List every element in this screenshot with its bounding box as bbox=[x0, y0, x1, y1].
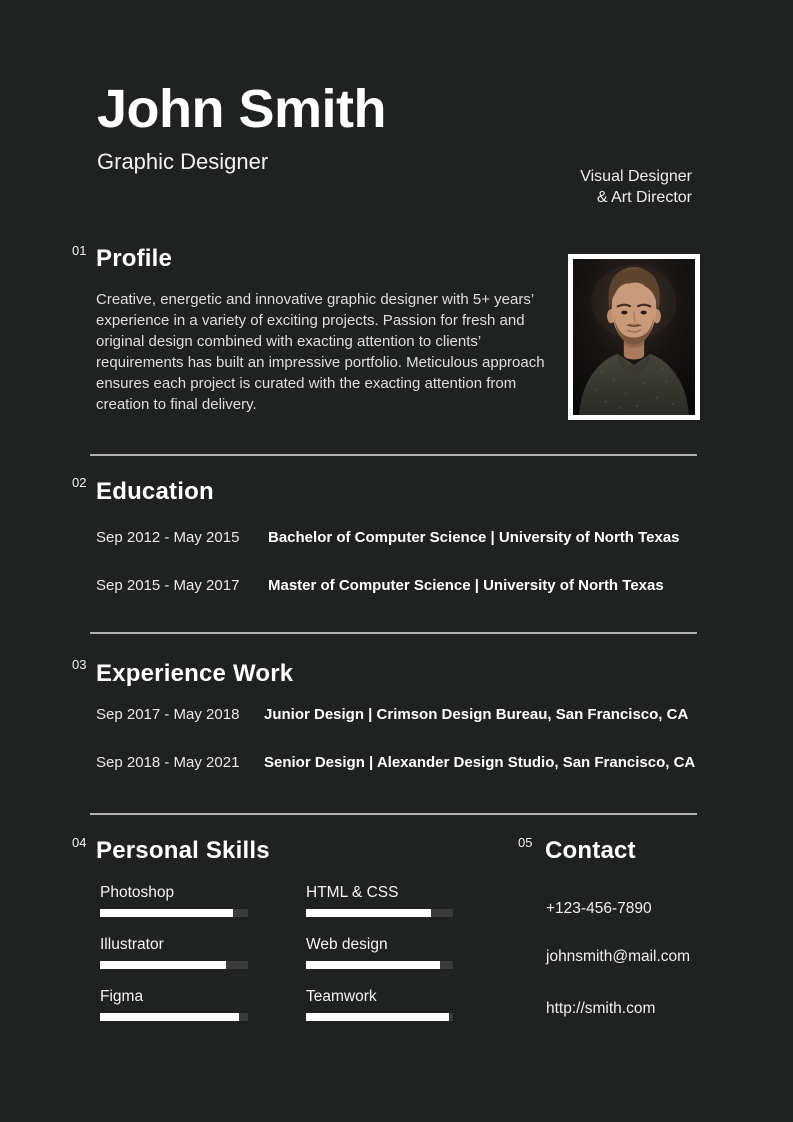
skill-label: Photoshop bbox=[100, 884, 175, 901]
skill-progress-track bbox=[306, 1013, 453, 1021]
experience-description: Senior Design | Alexander Design Studio, San Francisco, CA bbox=[264, 754, 696, 771]
experience-dates: Sep 2017 - May 2018 bbox=[96, 706, 240, 723]
skill-label: Web design bbox=[306, 936, 388, 953]
section-number-skills: 04 bbox=[72, 835, 87, 850]
contact-phone: +123-456-7890 bbox=[546, 900, 652, 917]
education-description: Master of Computer Science | University of North Texas bbox=[268, 577, 664, 594]
skill-progress-fill bbox=[306, 909, 431, 917]
skill-item bbox=[100, 988, 248, 1021]
divider bbox=[90, 632, 697, 634]
section-number-contact: 05 bbox=[518, 835, 533, 850]
skill-progress-track bbox=[100, 961, 248, 969]
skill-item bbox=[306, 884, 453, 917]
skill-progress-fill bbox=[306, 961, 440, 969]
divider bbox=[90, 454, 697, 456]
skill-progress-fill bbox=[100, 909, 233, 917]
experience-row bbox=[96, 754, 736, 771]
skill-label: Illustrator bbox=[100, 936, 164, 953]
education-description: Bachelor of Computer Science | University of North Texas bbox=[268, 529, 680, 546]
experience-dates: Sep 2018 - May 2021 bbox=[96, 754, 240, 771]
skill-label: Figma bbox=[100, 988, 144, 1005]
section-title-education: Education bbox=[96, 478, 214, 505]
profile-photo-frame bbox=[568, 254, 700, 420]
skill-progress-fill bbox=[100, 1013, 239, 1021]
section-title-contact: Contact bbox=[545, 837, 636, 864]
skill-label: Teamwork bbox=[306, 988, 377, 1005]
education-dates: Sep 2012 - May 2015 bbox=[96, 529, 240, 546]
divider bbox=[90, 813, 697, 815]
skill-progress-track bbox=[306, 961, 453, 969]
profile-photo bbox=[573, 259, 695, 415]
section-title-skills: Personal Skills bbox=[96, 837, 270, 864]
skill-progress-track bbox=[100, 1013, 248, 1021]
contact-website: http://smith.com bbox=[546, 1000, 656, 1017]
skill-item bbox=[306, 988, 453, 1021]
experience-row bbox=[96, 706, 736, 723]
skill-progress-track bbox=[100, 909, 248, 917]
section-number-experience: 03 bbox=[72, 657, 87, 672]
person-name: John Smith bbox=[97, 79, 386, 139]
experience-description: Junior Design | Crimson Design Bureau, San Francisco, CA bbox=[264, 706, 689, 723]
profile-summary: Creative, energetic and innovative graphic designer with 5+ years’ experience in a variety of exciting projects. Passion for fresh and original design combined with exacting attention to clients’ requirements has built an impressive portfolio. Meticulous approach ensures each project is curated with the exacting attention from creation to final delivery. bbox=[96, 291, 545, 413]
tagline-line1: Visual Designer bbox=[580, 168, 692, 185]
education-dates: Sep 2015 - May 2017 bbox=[96, 577, 240, 594]
section-title-profile: Profile bbox=[96, 245, 173, 272]
tagline bbox=[580, 166, 692, 208]
skill-item bbox=[100, 884, 248, 917]
skill-progress-fill bbox=[100, 961, 226, 969]
skill-item bbox=[100, 936, 248, 969]
skill-progress-fill bbox=[306, 1013, 449, 1021]
section-title-experience: Experience Work bbox=[96, 660, 294, 687]
skill-item bbox=[306, 936, 453, 969]
skill-progress-track bbox=[306, 909, 453, 917]
section-number-profile: 01 bbox=[72, 243, 87, 258]
contact-email: johnsmith@mail.com bbox=[546, 948, 691, 965]
skill-label: HTML & CSS bbox=[306, 884, 399, 901]
education-row bbox=[96, 577, 736, 594]
person-job-title: Graphic Designer bbox=[97, 149, 269, 174]
education-row bbox=[96, 529, 736, 546]
tagline-line2: & Art Director bbox=[596, 189, 692, 206]
section-number-education: 02 bbox=[72, 475, 87, 490]
